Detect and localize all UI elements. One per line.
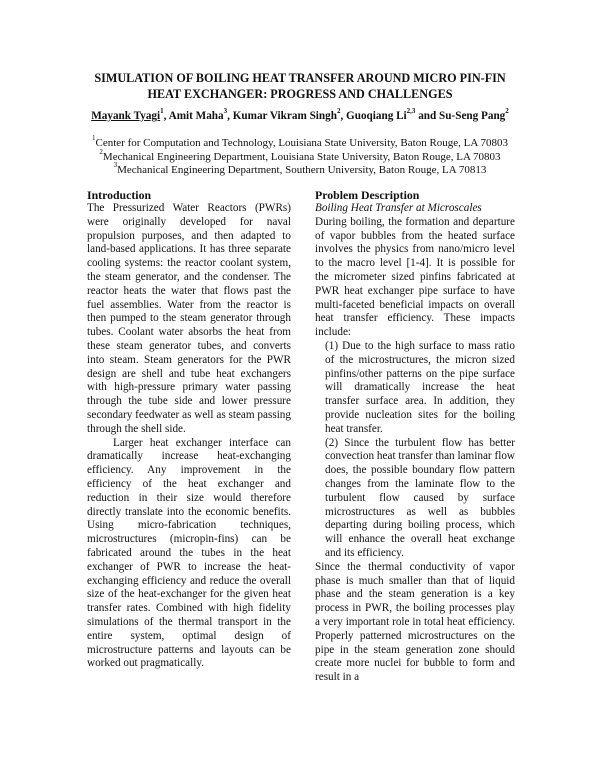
introduction-paragraph-2: Larger heat exchanger interface can dramatically increase heat-exchanging efficiency. Any improvement in the efficiency of the heat exchanger and reduction in their size would therefore directly translate into the economic benefits. Using micro-fabrication techniques, microstructures (micropin-fins) can be fabricated around the tubes in the heat exchanger of PWR to increase the heat-exchanging efficiency and reduce the overall size of the heat-exchanger for the given heat transfer rates. Combined with high fidelity simulations of the thermal transport in the entire system, optimal design of microstructure patterns and layouts can be worked out pragmatically. — [87, 436, 291, 670]
affiliation-list — [40, 134, 560, 178]
impact-item-1: (1) Due to the high surface to mass ratio of the microstructures, the micron sized pinfins/other patterns on the pipe surface will dramatically increase the heat transfer surface area. In addition, they provide nucleation sites for the boiling heat transfer. — [325, 339, 515, 435]
introduction-paragraph-1: The Pressurized Water Reactors (PWRs) were originally developed for naval propulsion purposes, and then adapted to land-based applications. It has three separate cooling systems: the reactor coolant system, the steam generator, and the condenser. The reactor heats the water that flows past the fuel assemblies. Water from the reactor is then pumped to the steam generator through tubes. Coolant water absorbs the heat from these steam generator tubes, and converts into steam. Steam generators for the PWR design are shell and tube heat exchangers with high-pressure primary water passing through the tube side and lower pressure secondary feedwater as well as steam passing through the shell side. — [87, 202, 291, 435]
problem-paragraph-2: Since the thermal conductivity of vapor phase is much smaller than that of liquid phase and the steam generation is a key process in PWR, the boiling processes play a very important role in total heat efficiency. Properly patterned microstructures on the pipe in the steam generation zone should create more nuclei for bubble to form and result in a — [315, 560, 515, 684]
author-name: Su-Seng Pang — [439, 110, 506, 122]
introduction-heading: Introduction — [87, 188, 152, 202]
author-affil-sup: 2,3 — [406, 107, 416, 116]
author-affil-sup: 3 — [223, 107, 228, 116]
affiliation-line: $^3$Mechanical Engineering Department, Southern University, Baton Rouge, LA 70813 — [113, 161, 487, 176]
author-list: Mayank Tyagi$^1$, Amit Maha$^3$, Kumar Vikram Singh$^2$, Guoqiang Li$^{2,3}$ and Su-Seng Pang$^2$ — [91, 107, 509, 122]
author-name: Mayank Tyagi — [91, 110, 161, 122]
author-affil-sup: 2 — [505, 107, 509, 116]
author-name: Kumar Vikram Singh — [232, 110, 337, 122]
author-name: Guoqiang Li — [346, 110, 407, 122]
title-line-1: SIMULATION OF BOILING HEAT TRANSFER AROUND MICRO PIN-FIN — [94, 71, 506, 85]
paper-title — [60, 70, 540, 102]
boiling-subheading: Boiling Heat Transfer at Microscales — [315, 202, 482, 214]
problem-paragraph-1: During boiling, the formation and departure of vapor bubbles from the heated surface involves the physics from nano/micro level to the macro level [1-4]. It is possible for the micrometer sized pinfins fabricated at PWR heat exchanger pipe surface to have multi-faceted beneficial impacts on overall heat transfer efficiency. These impacts include: — [315, 215, 515, 339]
author-affil-sup: 1 — [160, 107, 164, 116]
left-column — [87, 188, 291, 671]
affiliation-line: $^1$Center for Computation and Technology, Louisiana State University, Baton Rouge, LA 70803 — [92, 134, 508, 149]
affiliation-line: $^2$Mechanical Engineering Department, Louisiana State University, Baton Rouge, LA 70803 — [99, 147, 501, 163]
right-column — [315, 188, 515, 685]
problem-description-heading: Problem Description — [315, 188, 420, 202]
title-line-2: HEAT EXCHANGER: PROGRESS AND CHALLENGES — [147, 87, 453, 101]
author-affil-sup: 2 — [336, 107, 341, 116]
impact-item-2: (2) Since the turbulent flow has better convection heat transfer than laminar flow does, the possible boundary flow pattern changes from the laminate flow to the turbulent flow caused by surface microstructures as well as bubbles departing during boiling process, which will enhance the overall heat exchange and its efficiency. — [325, 436, 515, 559]
author-name: Amit Maha — [168, 110, 224, 122]
